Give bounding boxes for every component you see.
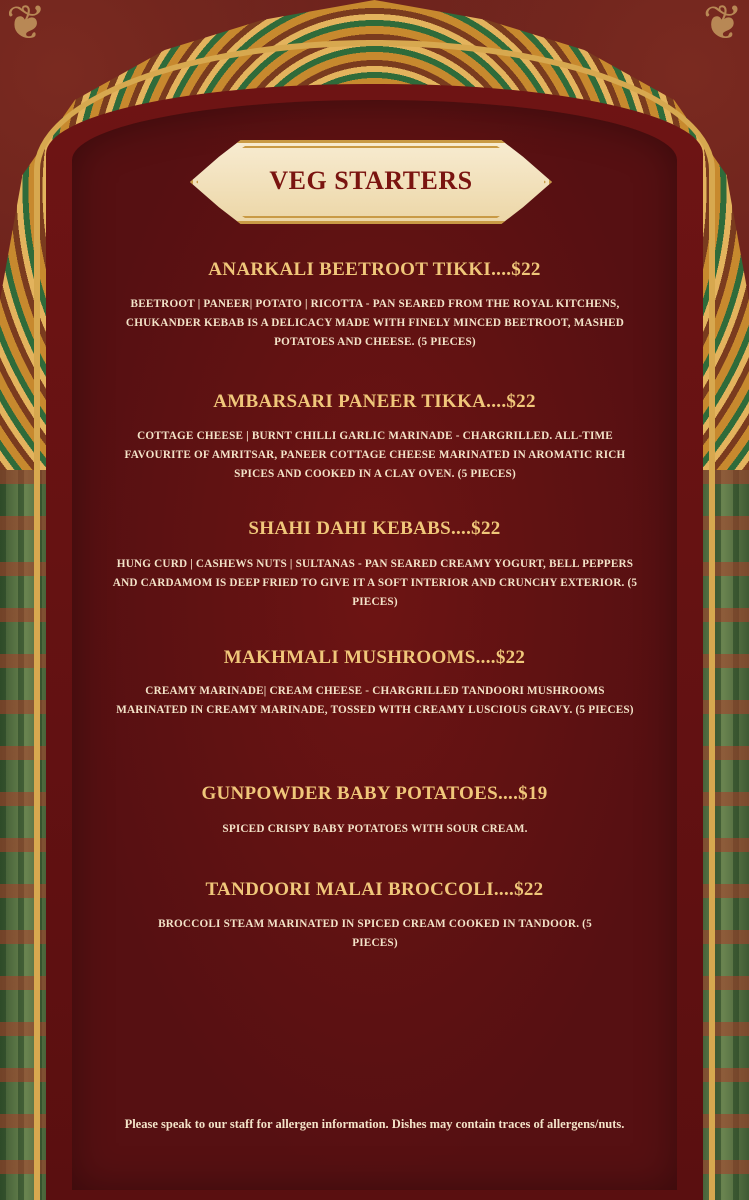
title-plaque [190, 140, 552, 224]
menu-item-description: COTTAGE CHEESE | BURNT CHILLI GARLIC MARINADE - CHARGRILLED. ALL-TIME FAVOURITE OF AMRITSAR, PANEER COTTAGE CHEESE MARINATED IN AROMATIC RICH SPICES AND COOKED IN A CLAY OVEN. (5 PIECES) [124, 430, 626, 480]
menu-item-title: GUNPOWDER BABY POTATOES....$19 [201, 783, 548, 804]
menu-item-title: AMBARSARI PANEER TIKKA....$22 [213, 391, 536, 412]
menu-item-description: HUNG CURD | CASHEWS NUTS | SULTANAS - PAN SEARED CREAMY YOGURT, BELL PEPPERS AND CARDAMOM IS DEEP FRIED TO GIVE IT A SOFT INTERIOR AND CRUNCHY EXTERIOR. (5 PIECES) [112, 558, 638, 608]
floral-corner-ornament-icon: ❦ [6, 0, 47, 50]
menu-item-title: TANDOORI MALAI BROCCOLI....$22 [205, 879, 544, 900]
menu-item-title: MAKHMALI MUSHROOMS....$22 [223, 647, 526, 668]
menu-item-title: SHAHI DAHI KEBABS....$22 [248, 518, 501, 539]
allergen-notice: Please speak to our staff for allergen information. Dishes may contain traces of allergens/nuts. [124, 1117, 625, 1131]
menu-item-description: BROCCOLI STEAM MARINATED IN SPICED CREAM COOKED IN TANDOOR. (5 PIECES) [158, 918, 592, 949]
menu-item-description: SPICED CRISPY BABY POTATOES WITH SOUR CREAM. [222, 823, 528, 835]
menu-item-title: ANARKALI BEETROOT TIKKI....$22 [208, 259, 541, 280]
floral-corner-ornament-icon: ❦ [702, 0, 743, 50]
menu-item-description: CREAMY MARINADE| CREAM CHEESE - CHARGRILLED TANDOORI MUSHROOMS MARINATED IN CREAMY MARINADE, TOSSED WITH CREAMY LUSCIOUS GRAVY. (5 PIECES) [116, 685, 634, 716]
page-title: VEG STARTERS [269, 166, 473, 195]
menu-item-description: BEETROOT | PANEER| POTATO | RICOTTA - PAN SEARED FROM THE ROYAL KITCHENS, CHUKANDER KEBAB IS A DELICACY MADE WITH FINELY MINCED BEETROOT, MASHED POTATOES AND CHEESE. (5 PIECES) [125, 298, 625, 348]
